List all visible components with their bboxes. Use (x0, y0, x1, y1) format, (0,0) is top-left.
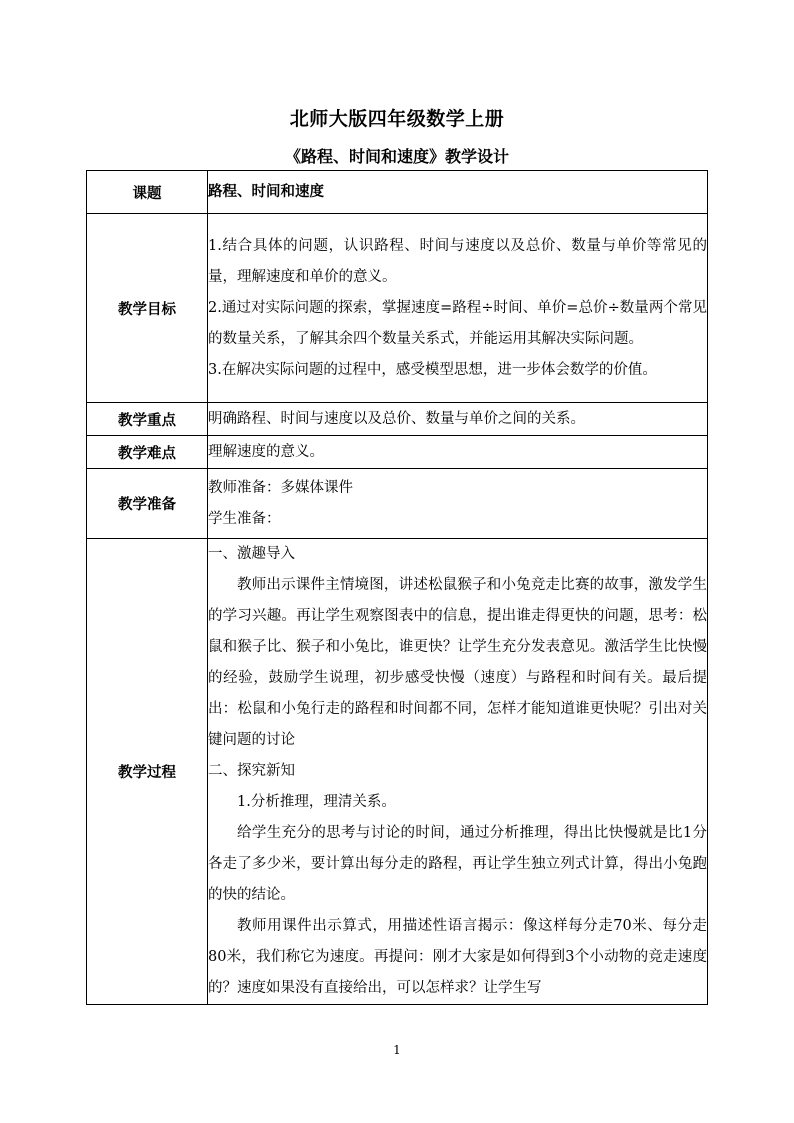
student-preparation: 学生准备： (208, 510, 281, 527)
process-paragraph: 1.分析推理，理清关系。 (237, 794, 396, 810)
process-paragraph: 教师出示课件主情境图，讲述松鼠猴子和小兔竞走比赛的故事，激发学生的学习兴趣。再让学生观察图表中的信息，提出谁走得更快的问题，思考：松鼠和猴子比、猴子和小兔比，谁更快？让学生充分发表意见。激活学生比快慢的经验，鼓励学生说理，初步感受快慢（速度）与路程和时间有关。最后提出：松鼠和小兔行走的路程和时间都不同，怎样才能知道谁更快呢？引出对关键问题的讨论 (208, 577, 707, 748)
process-paragraph: 给学生充分的思考与讨论的时间，通过分析推理，得出比快慢就是比1分各走了多少米，要计算出每分走的路程，再让学生独立列式计算，得出小兔跑的快的结论。 (208, 825, 707, 903)
table-row-key-points (87, 403, 708, 436)
table-row-difficulties (87, 436, 708, 469)
teacher-preparation: 教师准备：多媒体课件 (208, 479, 353, 496)
process-paragraph: 教师用课件出示算式，用描述性语言揭示：像这样每分走70米、每分走80米，我们称它为速度。再提问：刚才大家是如何得到3个小动物的竞走速度的？速度如果没有直接给出，可以怎样求？让学生写 (208, 918, 707, 996)
lesson-plan-table (86, 170, 708, 1005)
topic-value: 路程、时间和速度 (208, 171, 708, 214)
table-row-objectives (87, 214, 708, 403)
key-points-label: 教学重点 (87, 403, 208, 436)
document-subtitle: 《路程、时间和速度》教学设计 (284, 147, 509, 166)
difficulties-value: 理解速度的意义。 (208, 436, 708, 469)
table-row-process (87, 539, 708, 1005)
process-label: 教学过程 (87, 539, 208, 1005)
table-row-preparation (87, 469, 708, 539)
key-points-value: 明确路程、时间与速度以及总价、数量与单价之间的关系。 (208, 403, 708, 436)
objectives-content (208, 214, 708, 403)
objectives-label: 教学目标 (87, 214, 208, 403)
process-heading: 二、探究新知 (208, 763, 295, 779)
difficulties-label: 教学难点 (87, 436, 208, 469)
process-heading: 一、激趣导入 (208, 546, 295, 562)
document-title: 北师大版四年级数学上册 (289, 108, 505, 130)
topic-label: 课题 (87, 171, 208, 214)
objective-item: 3.在解决实际问题的过程中，感受模型思想，进一步体会数学的价值。 (208, 361, 657, 378)
page-number: 1 (393, 1043, 401, 1057)
objective-item: 2.通过对实际问题的探索，掌握速度=路程÷时间、单价=总价÷数量两个常见的数量关系，了解其余四个数量关系式，并能运用其解决实际问题。 (208, 299, 707, 347)
process-content (208, 539, 708, 1005)
table-row-topic (87, 171, 708, 214)
preparation-content (208, 469, 708, 539)
objective-item: 1.结合具体的问题，认识路程、时间与速度以及总价、数量与单价等常见的量，理解速度和单价的意义。 (208, 237, 707, 285)
preparation-label: 教学准备 (87, 469, 208, 539)
